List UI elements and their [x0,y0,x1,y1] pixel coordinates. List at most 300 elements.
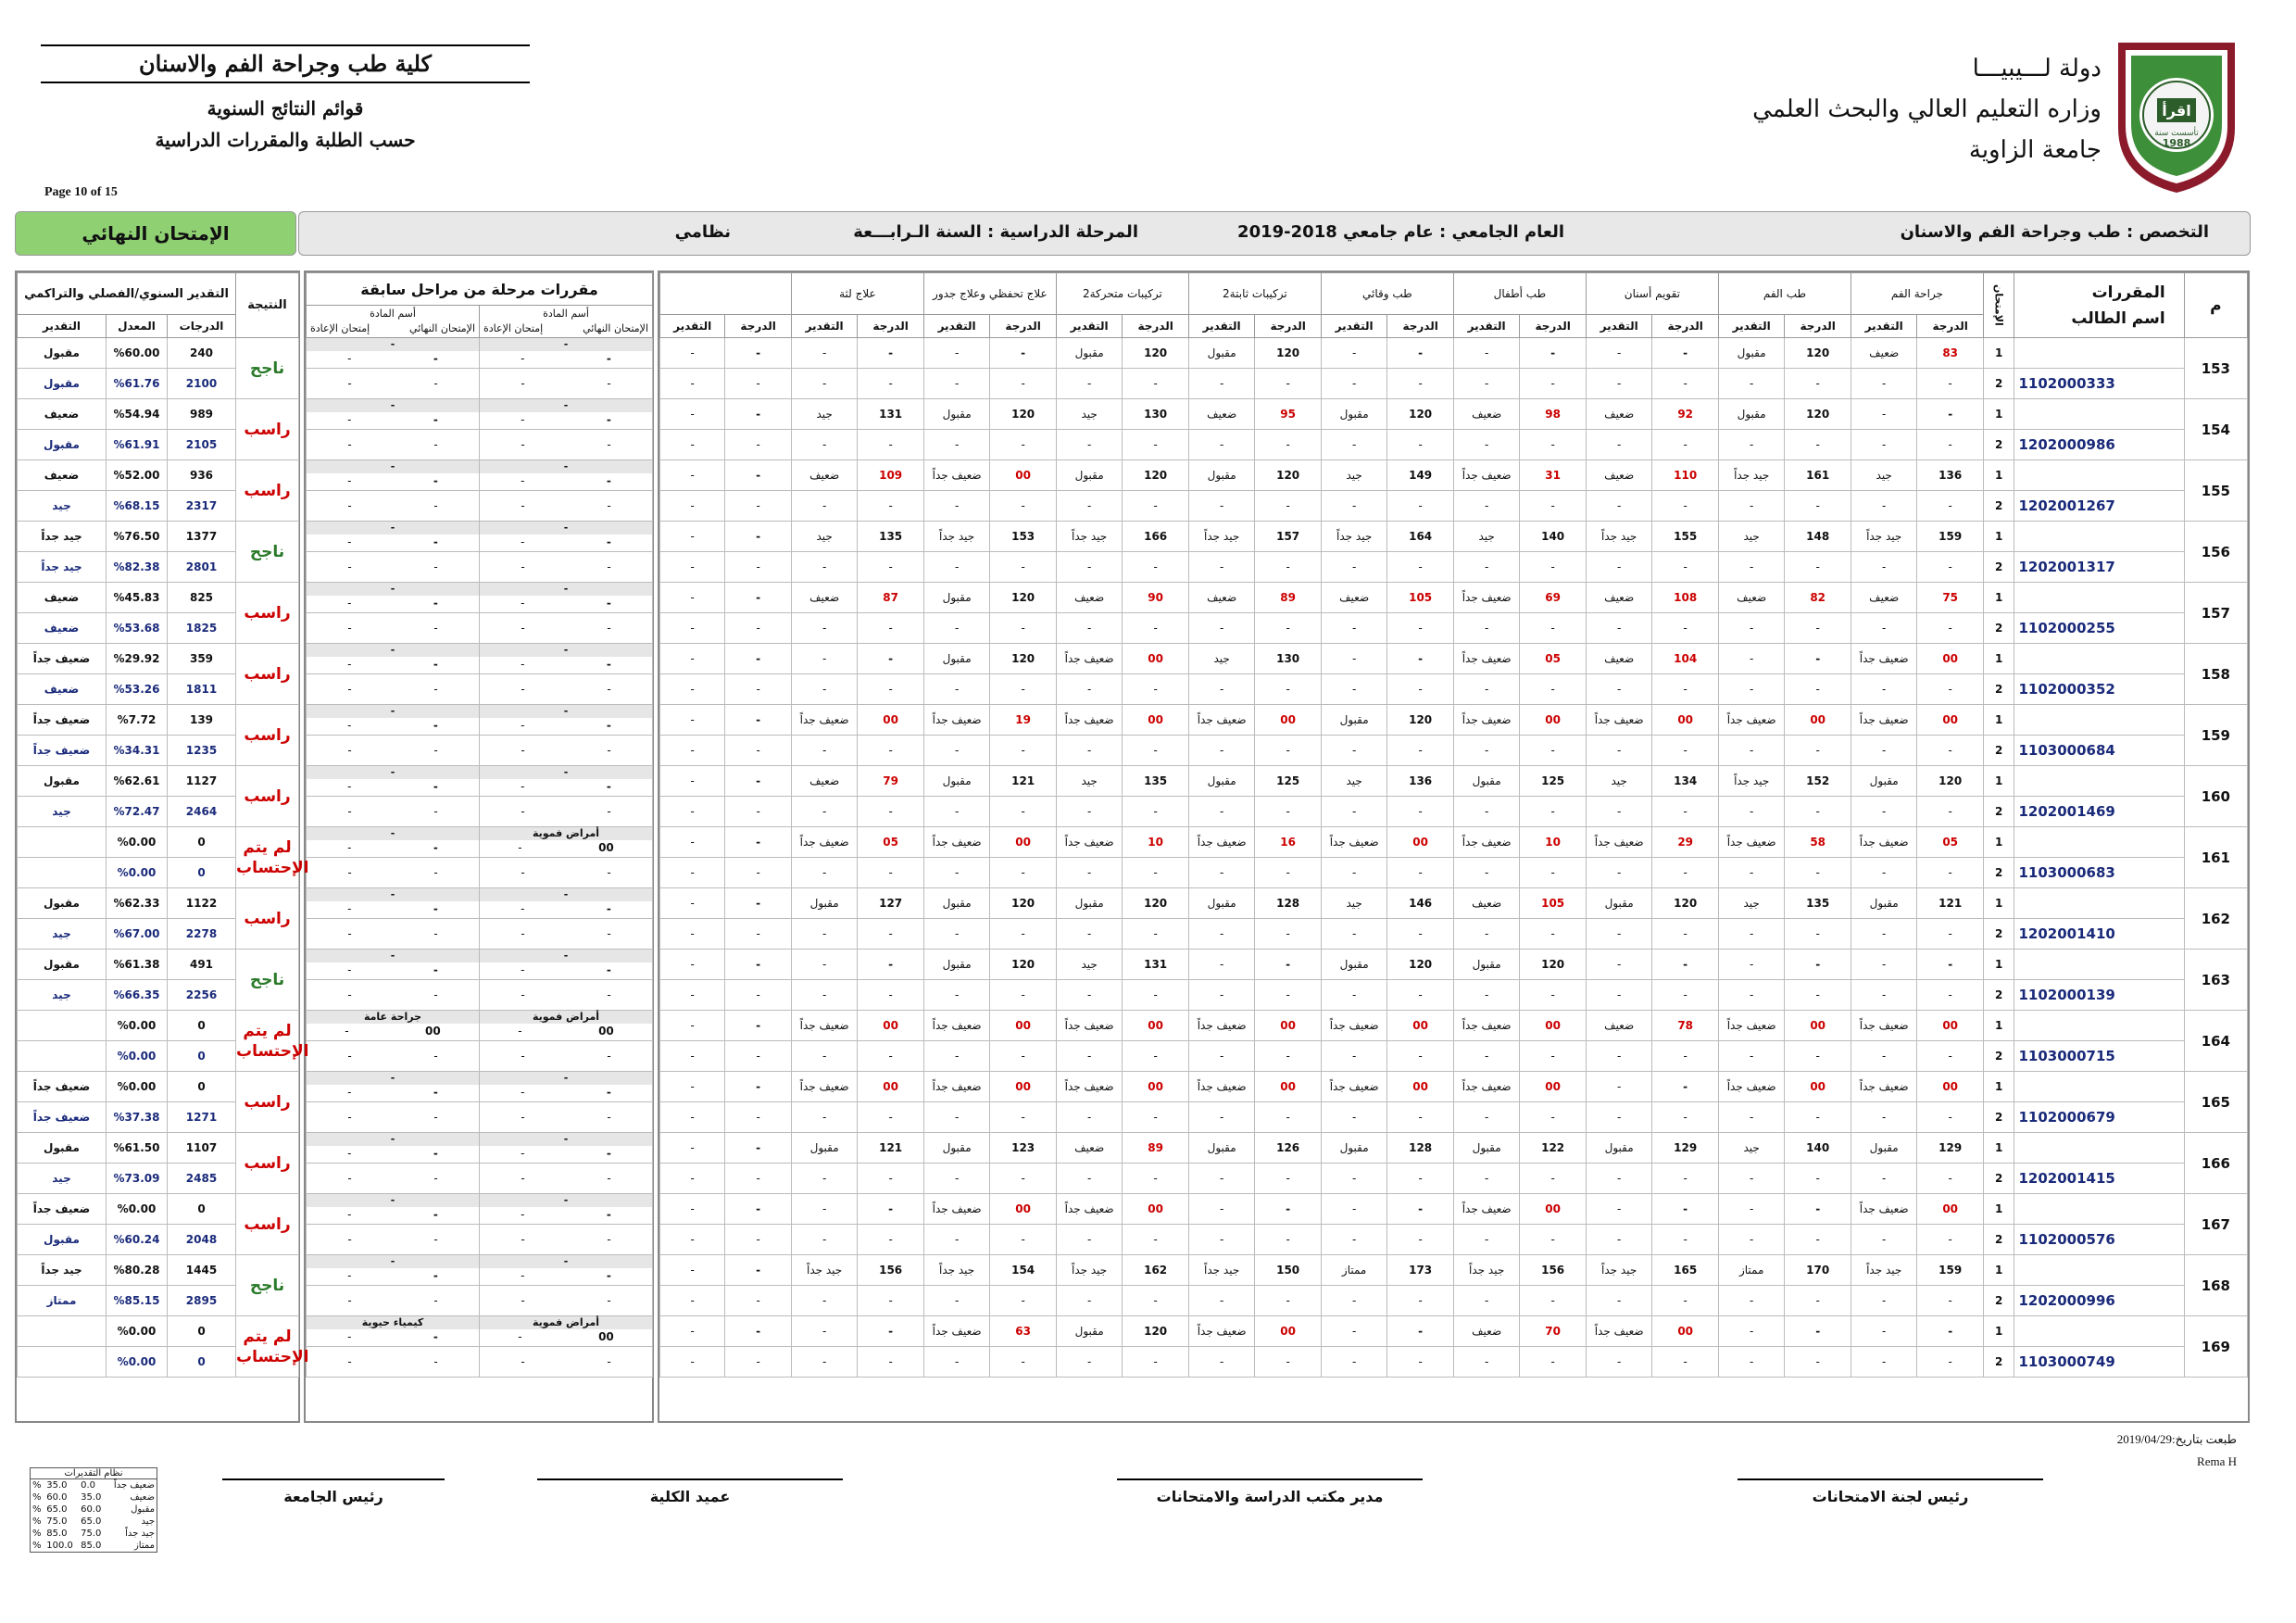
prev-retake-row [307,377,479,390]
serial-header: م [2184,273,2247,338]
score-cell: 00 [1123,1011,1189,1041]
prev-retake-row [480,499,652,512]
score-cell: - [725,858,792,888]
dash: - [347,622,352,635]
subject-header: طب الفم [1718,273,1851,315]
grade-cell: ضعيف جداً [1453,460,1520,491]
score-cell: 130 [1123,399,1189,430]
dash: - [347,805,352,818]
prev-row [307,736,653,766]
prev-course-scores [307,412,479,427]
dash: - [433,1172,438,1185]
serial-number: 153 [2184,338,2247,399]
grade-cell: ضعيف جداً [1851,644,1917,674]
score-cell: 00 [1123,1194,1189,1225]
score-cell: 00 [1785,705,1851,736]
dash: - [607,377,611,390]
grade-cell: مقبول [1056,338,1123,369]
score-cell: - [725,552,792,583]
grade-cell: - [1188,369,1255,399]
prev-retake-score: - [521,902,525,915]
legend-grade: مقبول [131,1504,155,1515]
system-label: نظامي [674,222,731,242]
result-status: ناجح [236,338,299,399]
exam-header: الإمتحان [1983,273,2014,338]
score-cell: 166 [1123,522,1189,552]
prev-final-score: - [606,780,611,793]
university-name: جامعة الزاوية [1968,136,2102,164]
score-cell: - [1255,736,1322,766]
score-cell: - [1652,797,1719,827]
grade-cell: - [660,369,725,399]
legend-row [31,1540,157,1552]
score-cell: 05 [1917,827,1984,858]
grade-cell: جيد جداً [1586,522,1652,552]
score-cell: - [725,674,792,705]
grade-cell: - [660,888,725,919]
grade-cell: - [1056,1286,1123,1316]
prev-retake-row [480,927,652,940]
table-row [660,522,2248,552]
prev-row [307,491,653,522]
printed-by: Rema H [2197,1454,2237,1468]
prev-course-cell-retake [480,919,653,950]
annual-average: %76.50 [107,522,168,552]
legend-max: 85.0 [46,1529,68,1539]
score-cell: - [725,1011,792,1041]
grade-cell: مقبول [1056,888,1123,919]
grade-cell: جيد جداً [1586,1255,1652,1286]
prev-course-cell [480,888,653,919]
dash: - [347,683,352,696]
dash: - [607,683,611,696]
exam-attempt: 2 [1983,1164,2014,1194]
grade-cell: - [791,1041,858,1072]
score-cell: 159 [1917,1255,1984,1286]
score-cell: - [858,919,924,950]
grade-cell: ضعيف جداً [1056,827,1123,858]
score-cell: 120 [1387,705,1454,736]
grade-cell: - [1453,858,1520,888]
serial-number: 157 [2184,583,2247,644]
prev-retake-row [480,683,652,696]
grade-cell: - [660,1347,725,1378]
dash: - [347,377,352,390]
score-cell: 00 [1520,1072,1587,1102]
prev-course-name: - [480,460,652,473]
legend-percent: % [32,1480,42,1491]
score-cell: 110 [1652,460,1719,491]
dash: - [607,438,611,451]
prev-course-name: - [307,1072,479,1085]
dash: - [347,1294,352,1307]
score-cell: 120 [1387,950,1454,980]
exam-type-bar [15,211,296,256]
score-cell: - [1785,980,1851,1011]
legend-percent: % [32,1541,42,1551]
id-spacer [2014,950,2184,980]
score-cell: 89 [1123,1133,1189,1164]
student-id: 1202001267 [2014,491,2184,522]
grade-cell: مقبول [1851,766,1917,797]
prev-course-cell [307,1011,480,1041]
grade-cell: - [660,430,725,460]
grade-cell: ضعيف جداً [1188,705,1255,736]
prev-course-cell-retake [480,1225,653,1255]
grade-cell: - [1851,674,1917,705]
prev-course-scores [307,1207,479,1222]
id-spacer [2014,1072,2184,1102]
annual-grade: مقبول [18,1133,107,1164]
score-cell: - [1255,1286,1322,1316]
prev-retake-row [307,683,479,696]
score-cell: - [990,430,1057,460]
score-cell: - [1520,369,1587,399]
score-cell: 120 [990,399,1057,430]
dash: - [607,866,611,879]
score-cell: - [858,369,924,399]
grade-cell: - [923,1225,990,1255]
result-row [18,399,299,430]
grade-cell: ضعيف جداً [1718,1072,1785,1102]
exam-attempt: 2 [1983,1286,2014,1316]
prev-course-cell [480,583,653,613]
score-cell: - [858,644,924,674]
grade-cell: - [1056,736,1123,766]
score-cell: 87 [858,583,924,613]
grade-cell: - [923,919,990,950]
grade-cell: - [791,919,858,950]
score-cell: 105 [1387,583,1454,613]
score-cell: - [1520,674,1587,705]
prev-retake-row [480,622,652,635]
grade-cell: - [1586,674,1652,705]
grade-cell: - [1718,1194,1785,1225]
table-row [660,1194,2248,1225]
score-cell: - [1652,613,1719,644]
prev-retake-score: - [347,1208,352,1221]
prev-final-score: 00 [425,1025,441,1038]
score-cell: 120 [1255,338,1322,369]
annual-total: 359 [168,644,236,674]
prev-retake-row [307,805,479,818]
prev-course-name: - [307,460,479,473]
prev-retake-score: - [347,1269,352,1282]
prev-retake-score: - [521,1208,525,1221]
dash: - [433,377,438,390]
grade-cell: ضعيف جداً [1321,827,1387,858]
prev-retake-row [307,1111,479,1124]
prev-course-scores [480,1268,652,1283]
grade-cell: ضعيف جداً [1586,827,1652,858]
score-cell: 00 [1520,705,1587,736]
grade-cell: - [791,736,858,766]
result-status: راسب [236,644,299,705]
prev-retake-row [307,499,479,512]
grade-cell: - [660,644,725,674]
grade-cell: - [660,522,725,552]
score-cell: 00 [990,1194,1057,1225]
exam-attempt: 2 [1983,613,2014,644]
prev-retake-score: - [345,1025,349,1038]
prev-course-cell-retake [480,613,653,644]
table-row [660,1102,2248,1133]
grades-table [659,272,2248,1378]
grade-cell: - [1718,552,1785,583]
grade-cell: - [1586,1041,1652,1072]
grade-cell: مقبول [1188,460,1255,491]
student-id: 1102000352 [2014,674,2184,705]
grade-cell: ضعيف جداً [1453,644,1520,674]
exam-attempt: 1 [1983,1072,2014,1102]
cumulative-average: %68.15 [107,491,168,522]
score-cell: - [1652,674,1719,705]
cumulative-average: %34.31 [107,736,168,766]
score-cell: 00 [1123,644,1189,674]
score-cell: - [1520,430,1587,460]
prev-row [307,399,653,430]
grade-cell: جيد [1453,522,1520,552]
score-cell: - [1123,1102,1189,1133]
prev-row [307,644,653,674]
grade-cell: ضعيف جداً [1851,705,1917,736]
score-cell: - [1387,491,1454,522]
student-id: 1202001415 [2014,1164,2184,1194]
id-spacer [2014,399,2184,430]
score-cell: - [1520,1286,1587,1316]
prev-course-cell [480,338,653,369]
subject-header: طب وقائي [1321,273,1453,315]
score-cell: - [1387,1316,1454,1347]
serial-number: 165 [2184,1072,2247,1133]
annual-average: %54.94 [107,399,168,430]
score-cell: - [1123,919,1189,950]
dash: - [347,1172,352,1185]
grade-cell: مقبول [1321,1133,1387,1164]
score-cell: 63 [990,1316,1057,1347]
grade-cell: - [1586,1347,1652,1378]
prev-course-cell [307,338,480,369]
score-cell: - [725,1347,792,1378]
serial-number: 155 [2184,460,2247,522]
grade-cell: ضعيف [1188,399,1255,430]
grade-cell: - [791,430,858,460]
exam-attempt: 2 [1983,430,2014,460]
grade-cell: - [1851,369,1917,399]
grade-subheader: التقدير [791,315,858,338]
score-cell: - [1123,736,1189,766]
legend-row [31,1528,157,1540]
student-id: 1102000255 [2014,613,2184,644]
prev-retake-row [480,560,652,573]
table-row [660,766,2248,797]
grade-cell: - [1321,491,1387,522]
results-container [15,270,309,1423]
cumulative-average: %0.00 [107,1347,168,1378]
grade-cell: جيد جداً [1851,1255,1917,1286]
prev-course-cell [307,460,480,491]
grade-cell: - [660,1316,725,1347]
score-cell: 00 [1917,644,1984,674]
grade-cell: ضعيف جداً [791,1011,858,1041]
dash: - [347,1355,352,1368]
grade-cell: - [1586,919,1652,950]
grade-cell: مقبول [1453,950,1520,980]
score-cell: - [1785,1102,1851,1133]
grade-cell: - [923,736,990,766]
grade-cell: - [1321,736,1387,766]
prev-course-cell [480,460,653,491]
score-cell: - [1387,338,1454,369]
score-cell: - [990,1102,1057,1133]
prev-retake-score: - [347,535,352,548]
grade-cell: - [1321,1041,1387,1072]
annual-total: 0 [168,827,236,858]
score-subheader: الدرجة [1917,315,1984,338]
subject-header [660,273,792,315]
annual-total: 1445 [168,1255,236,1286]
serial-number: 169 [2184,1316,2247,1378]
signature-president: رئيس الجامعة [222,1478,445,1505]
score-cell: 127 [858,888,924,919]
exam-attempt: 1 [1983,888,2014,919]
score-cell: - [725,1041,792,1072]
student-name-header: اسم الطالب [2071,308,2165,328]
prev-course-scores [307,1085,479,1100]
result-status: راسب [236,399,299,460]
dash: - [347,744,352,757]
grade-cell: ضعيف [1188,583,1255,613]
grade-cell: مقبول [1188,338,1255,369]
grade-cell: - [1188,430,1255,460]
score-cell: 126 [1255,1133,1322,1164]
grade-cell: ضعيف [1586,399,1652,430]
prev-final-score: - [606,902,611,915]
id-spacer [2014,522,2184,552]
grade-cell: - [1321,369,1387,399]
prev-course-scores [480,596,652,610]
result-status: ناجح [236,950,299,1011]
result-status: لم يتم الإحتساب [236,1316,299,1378]
prev-course-cell-retake [307,1102,480,1133]
grade-cell: جيد [1056,950,1123,980]
grade-cell: - [923,980,990,1011]
cumulative-average: %66.35 [107,980,168,1011]
grade-cell: - [1453,1102,1520,1133]
grade-cell: - [1188,919,1255,950]
legend-max: 100.0 [46,1541,73,1551]
score-cell: - [1785,1225,1851,1255]
grade-cell: ضعيف جداً [1718,1011,1785,1041]
legend-title: نظام التقديرات [31,1468,157,1479]
exam-attempt: 2 [1983,980,2014,1011]
prev-course-scores [480,718,652,733]
id-spacer [2014,827,2184,858]
score-cell: - [1785,1286,1851,1316]
annual-total: 1127 [168,766,236,797]
score-cell: 82 [1785,583,1851,613]
table-row [660,827,2248,858]
exam-attempt: 1 [1983,705,2014,736]
score-cell: 95 [1255,399,1322,430]
ministry-name: وزاره التعليم العالي والبحث العلمي [1752,95,2102,123]
grade-cell: - [1188,552,1255,583]
score-cell: - [1387,797,1454,827]
grade-cell: - [1453,919,1520,950]
prev-course-cell [480,1133,653,1164]
prev-final-score: - [433,1147,438,1160]
grade-cell: - [1851,1225,1917,1255]
prev-course-cell-retake [480,369,653,399]
print-info [2117,1428,2237,1473]
grade-cell: جيد [1718,888,1785,919]
prev-final-score: - [606,1147,611,1160]
score-cell: - [1652,1102,1719,1133]
prev-retake-score: - [521,963,525,976]
dash: - [433,1050,438,1063]
score-cell: - [1785,613,1851,644]
score-cell: 122 [1520,1133,1587,1164]
score-cell: - [1255,613,1322,644]
score-cell: - [725,644,792,674]
subject-header: تركيبات ثابتة2 [1188,273,1321,315]
grade-cell: ضعيف [1056,583,1123,613]
score-cell: - [725,1225,792,1255]
score-cell: - [1255,950,1322,980]
score-cell: - [1255,1102,1322,1133]
score-cell: - [1255,369,1322,399]
grade-cell: - [660,1225,725,1255]
grade-cell: ضعيف جداً [1321,1011,1387,1041]
score-cell: - [858,1102,924,1133]
subject-header: علاج لثة [791,273,923,315]
score-cell: - [1652,430,1719,460]
prev-course-name: - [307,766,479,779]
grade-cell: - [1851,1102,1917,1133]
grade-cell: - [1321,858,1387,888]
score-cell: 161 [1785,460,1851,491]
score-cell: 00 [858,705,924,736]
table-row [660,1316,2248,1347]
grade-cell: ضعيف جداً [923,1011,990,1041]
score-cell: - [725,1102,792,1133]
score-cell: 70 [1520,1316,1587,1347]
score-cell: 10 [1123,827,1189,858]
score-cell: - [1123,1041,1189,1072]
cumulative-total: 2801 [168,552,236,583]
prev-course-name: - [307,1194,479,1207]
score-cell: - [1652,919,1719,950]
grade-cell: - [923,369,990,399]
score-cell: - [725,338,792,369]
table-row [660,674,2248,705]
annual-grade: مقبول [18,766,107,797]
score-cell: - [1255,919,1322,950]
annual-total: 825 [168,583,236,613]
subject-header: طب أطفال [1453,273,1586,315]
dash: - [347,988,352,1001]
score-cell: - [1785,1164,1851,1194]
legend-max: 75.0 [46,1516,68,1527]
prev-course-scores [480,779,652,794]
grade-cell: ضعيف [1586,644,1652,674]
annual-total: 0 [168,1072,236,1102]
prev-row [307,430,653,460]
results-header-row [18,273,299,315]
result-row [18,705,299,736]
exam-type-headers [307,321,479,336]
cumulative-total: 2256 [168,980,236,1011]
